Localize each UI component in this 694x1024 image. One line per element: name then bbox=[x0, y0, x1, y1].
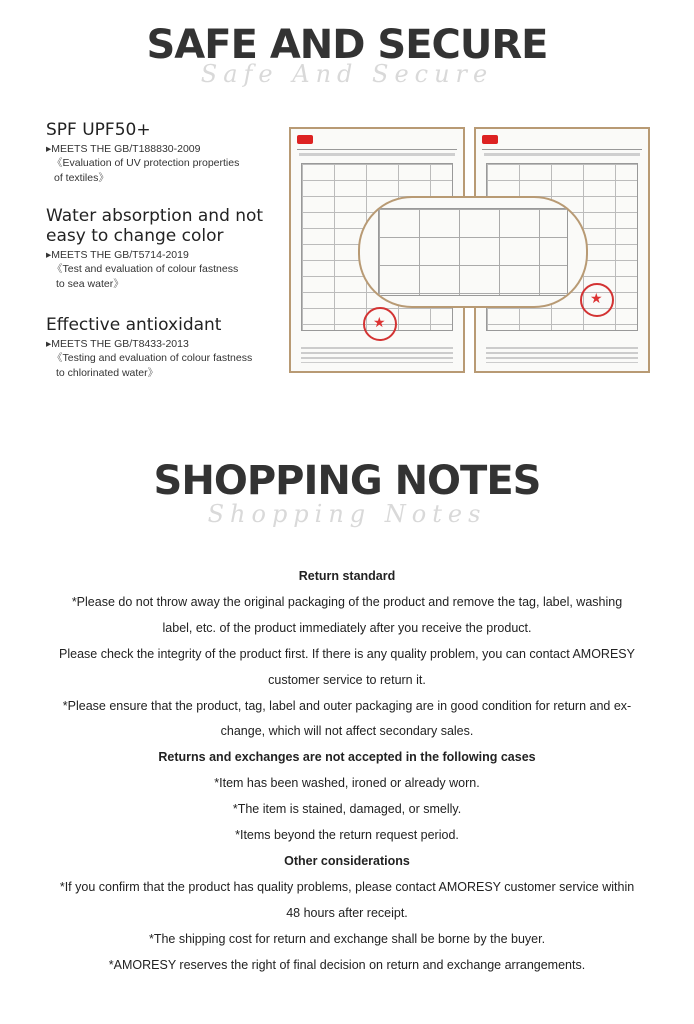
feature-water bbox=[46, 206, 286, 292]
notes-line: *The item is stained, damaged, or smelly. bbox=[232, 802, 462, 817]
feature-heading: Effective antioxidant bbox=[46, 315, 222, 335]
notes-line: customer service to return it. bbox=[268, 672, 426, 687]
feature-desc-line: of textiles》 bbox=[54, 172, 109, 184]
notes-line: *Please ensure that the product, tag, label and outer packaging are in good condition for return and ex- bbox=[62, 698, 632, 713]
notes-line: Other considerations bbox=[284, 853, 410, 868]
feature-desc-line: to chlorinated water》 bbox=[56, 367, 159, 379]
notes-line: change, which will not affect secondary sales. bbox=[220, 724, 474, 739]
notes-line: *Items beyond the return request period. bbox=[235, 828, 459, 843]
notes-line: Returns and exchanges are not accepted in the following cases bbox=[158, 750, 536, 765]
notes-line: *AMORESY reserves the right of final decision on return and exchange arrangements. bbox=[108, 957, 586, 972]
feature-heading: Water absorption and not easy to change color bbox=[46, 206, 264, 246]
feature-desc-line: to sea water》 bbox=[56, 278, 124, 290]
shopping-section-script-subtitle: Shopping Notes bbox=[207, 500, 487, 528]
feature-standard: ▸MEETS THE GB/T188830-2009 bbox=[46, 143, 201, 155]
red-seal-icon bbox=[363, 307, 397, 341]
red-seal-icon bbox=[580, 283, 614, 317]
feature-upf bbox=[46, 120, 286, 186]
notes-line: label, etc. of the product immediately after you receive the product. bbox=[162, 620, 532, 635]
feature-antioxidant bbox=[46, 315, 286, 381]
notes-line: *The shipping cost for return and exchange shall be borne by the buyer. bbox=[148, 931, 546, 946]
feature-heading: SPF UPF50+ bbox=[46, 120, 151, 140]
lab-logo-icon bbox=[297, 135, 313, 144]
notes-line: 48 hours after receipt. bbox=[286, 905, 408, 920]
feature-desc-line: 《Test and evaluation of colour fastness bbox=[52, 263, 239, 275]
safe-section-title: SAFE AND SECURE bbox=[146, 22, 548, 68]
feature-standard: ▸MEETS THE GB/T8433-2013 bbox=[46, 338, 189, 350]
safe-section-script-subtitle: Safe And Secure bbox=[200, 60, 494, 88]
shopping-notes-body bbox=[50, 564, 644, 979]
feature-desc-line: 《Evaluation of UV protection properties bbox=[52, 157, 240, 169]
feature-desc-line: 《Testing and evaluation of colour fastness bbox=[52, 352, 253, 364]
notes-line: *Item has been washed, ironed or already worn. bbox=[214, 776, 480, 791]
notes-line: Return standard bbox=[298, 569, 396, 583]
lab-logo-icon bbox=[482, 135, 498, 144]
notes-line: *If you confirm that the product has quality problems, please contact AMORESY customer service within bbox=[59, 879, 635, 894]
shopping-section-title: SHOPPING NOTES bbox=[153, 458, 541, 504]
certificate-magnified-detail bbox=[358, 196, 588, 308]
notes-line: Please check the integrity of the product first. If there is any quality problem, you can contact AMORESY bbox=[59, 646, 635, 661]
feature-standard: ▸MEETS THE GB/T5714-2019 bbox=[46, 249, 189, 261]
notes-line: *Please do not throw away the original packaging of the product and remove the tag, label, washing bbox=[71, 594, 623, 609]
